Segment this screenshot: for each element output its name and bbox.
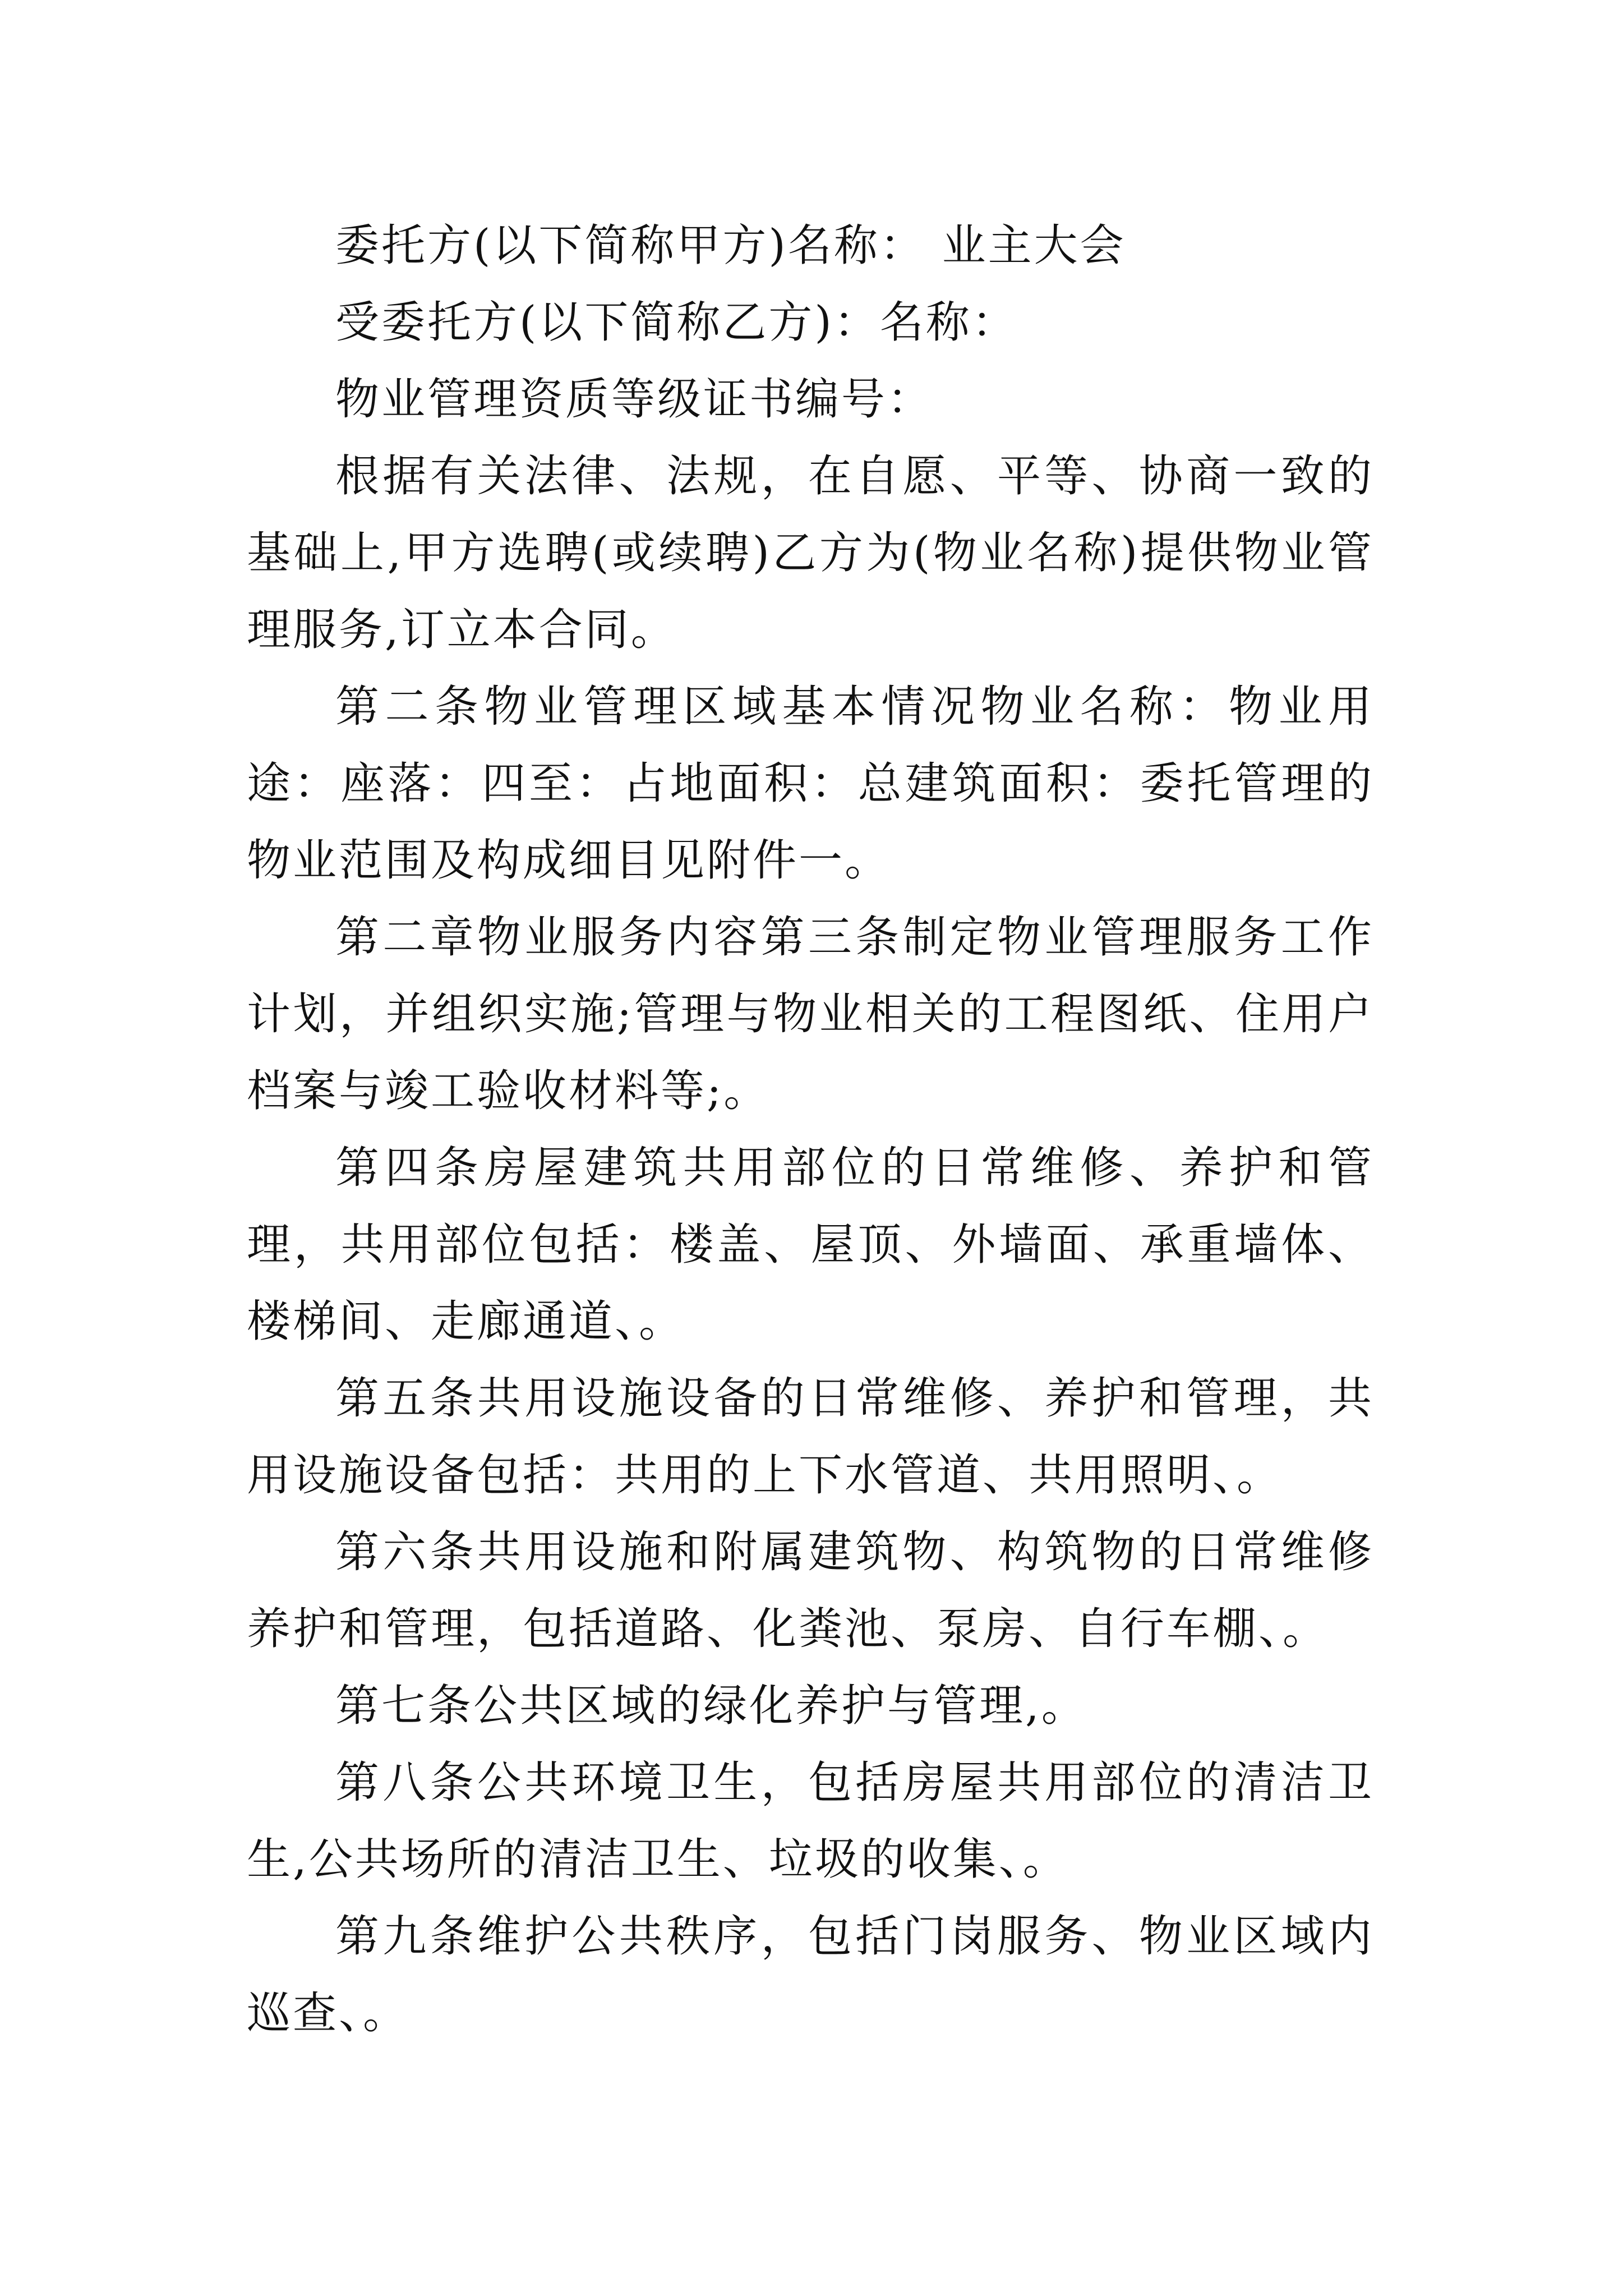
paragraph-preamble: 根据有关法律、法规，在自愿、平等、协商一致的基础上,甲方选聘(或续聘)乙方为(物业名称)提供物业管理服务,订立本合同。 [247, 451, 1374, 655]
paragraph-article-9: 第九条维护公共秩序，包括门岗服务、物业区域内巡查、。 [247, 1911, 1374, 2039]
paragraph-article-2: 第二条物业管理区域基本情况物业名称：物业用途：座落：四至：占地面积：总建筑面积：委托管理的物业范围及构成细目见附件一。 [247, 682, 1374, 886]
paragraph-article-7: 第七条公共区域的绿化养护与管理,。 [335, 1681, 1087, 1731]
document-body [247, 208, 1374, 2052]
paragraph-article-8: 第八条公共环境卫生，包括房屋共用部位的清洁卫生,公共场所的清洁卫生、垃圾的收集、。 [247, 1757, 1374, 1885]
paragraph-article-6: 第六条共用设施和附属建筑物、构筑物的日常维修养护和管理，包括道路、化粪池、泵房、自行车棚、。 [247, 1527, 1374, 1654]
paragraph-article-5: 第五条共用设施设备的日常维修、养护和管理，共用设施设备包括：共用的上下水管道、共用照明、。 [247, 1373, 1374, 1501]
paragraph-certificate-number: 物业管理资质等级证书编号： [335, 374, 934, 425]
paragraph-agent-name: 受委托方(以下简称乙方)：名称： [335, 297, 1018, 348]
paragraph-article-4: 第四条房屋建筑共用部位的日常维修、养护和管理，共用部位包括：楼盖、屋顶、外墙面、承重墙体、楼梯间、走廊通道、。 [247, 1143, 1374, 1347]
paragraph-principal-name: 委托方(以下简称甲方)名称： 业主大会 [335, 220, 1126, 271]
paragraph-article-3: 第二章物业服务内容第三条制定物业管理服务工作计划，并组织实施;管理与物业相关的工程图纸、住用户档案与竣工验收材料等;。 [247, 912, 1374, 1116]
